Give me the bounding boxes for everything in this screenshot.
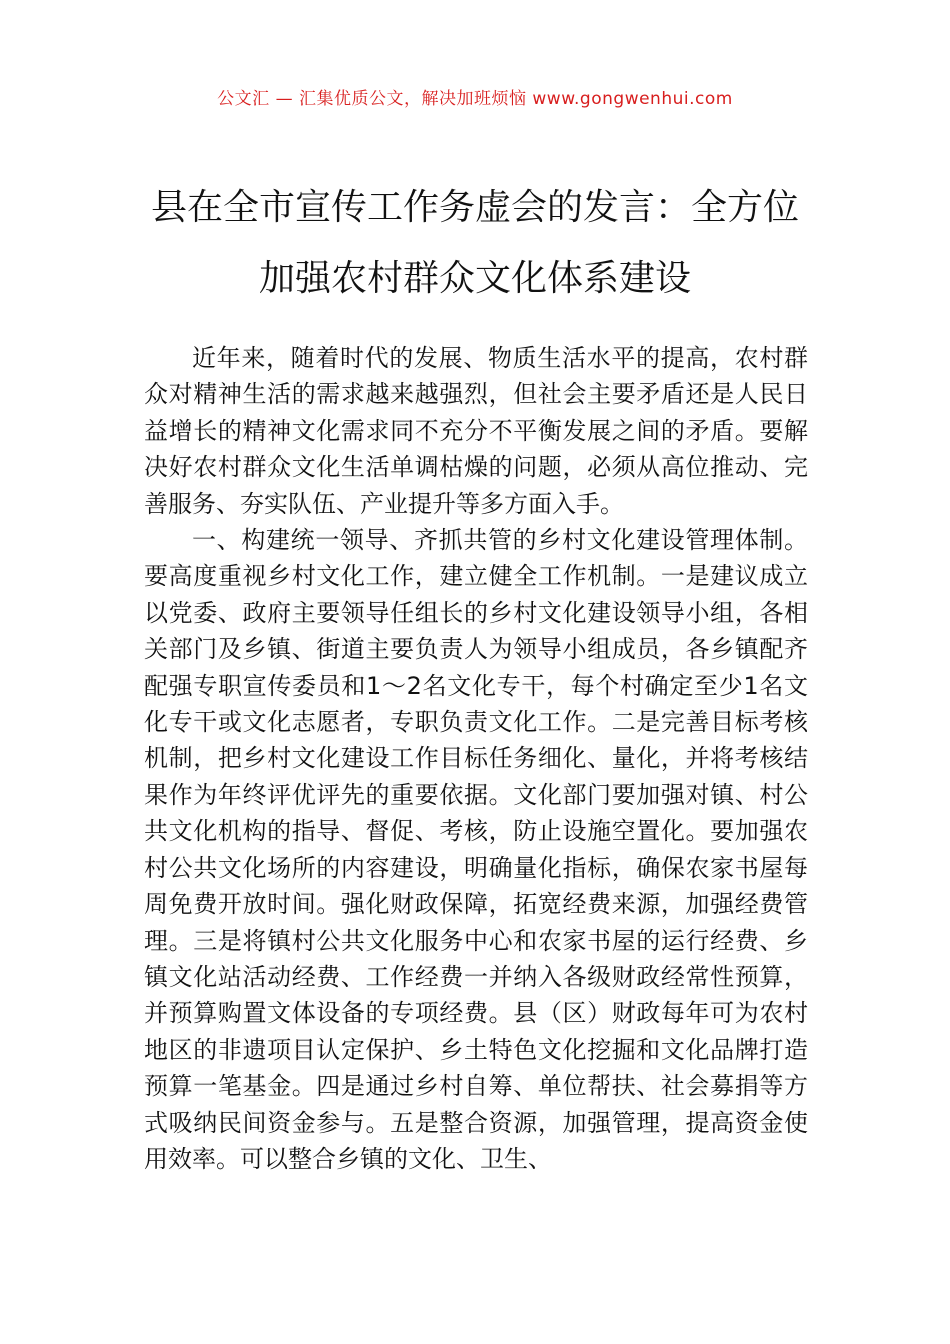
paragraph-section-1: 一、构建统一领导、齐抓共管的乡村文化建设管理体制。要高度重视乡村文化工作，建立健全工作机制。一是建议成立以党委、政府主要领导任组长的乡村文化建设领导小组，各相关部门及乡镇、街道主要负责人为领导小组成员，各乡镇配齐配强专职宣传委员和1～2名文化专干，每个村确定至少1名文化专干或文化志愿者，专职负责文化工作。二是完善目标考核机制，把乡村文化建设工作目标任务细化、量化，并将考核结果作为年终评优评先的重要依据。文化部门要加强对镇、村公共文化机构的指导、督促、考核，防止设施空置化。要加强农村公共文化场所的内容建设，明确量化指标，确保农家书屋每周免费开放时间。强化财政保障，拓宽经费来源，加强经费管理。三是将镇村公共文化服务中心和农家书屋的运行经费、乡镇文化站活动经费、工作经费一并纳入各级财政经常性预算，并预算购置文体设备的专项经费。县（区）财政每年可为农村地区的非遗项目认定保护、乡土特色文化挖掘和文化品牌打造预算一笔基金。四是通过乡村自筹、单位帮扶、社会募捐等方式吸纳民间资金参与。五是整合资源，加强管理，提高资金使用效率。可以整合乡镇的文化、卫生、	[144, 526, 808, 1173]
header-banner: 公文汇 — 汇集优质公文，解决加班烦恼 www.gongwenhui.com	[217, 89, 733, 109]
paragraph-intro: 近年来，随着时代的发展、物质生活水平的提高，农村群众对精神生活的需求越来越强烈，但社会主要矛盾还是人民日益增长的精神文化需求同不充分不平衡发展之间的矛盾。要解决好农村群众文化生活单调枯燥的问题，必须从高位推动、完善服务、夯实队伍、产业提升等多方面入手。	[144, 344, 808, 518]
document-body	[144, 340, 808, 1177]
document-title	[120, 172, 830, 314]
title-line-1: 县在全市宣传工作务虚会的发言：全方位	[150, 187, 799, 228]
title-line-2: 加强农村群众文化体系建设	[258, 258, 691, 299]
